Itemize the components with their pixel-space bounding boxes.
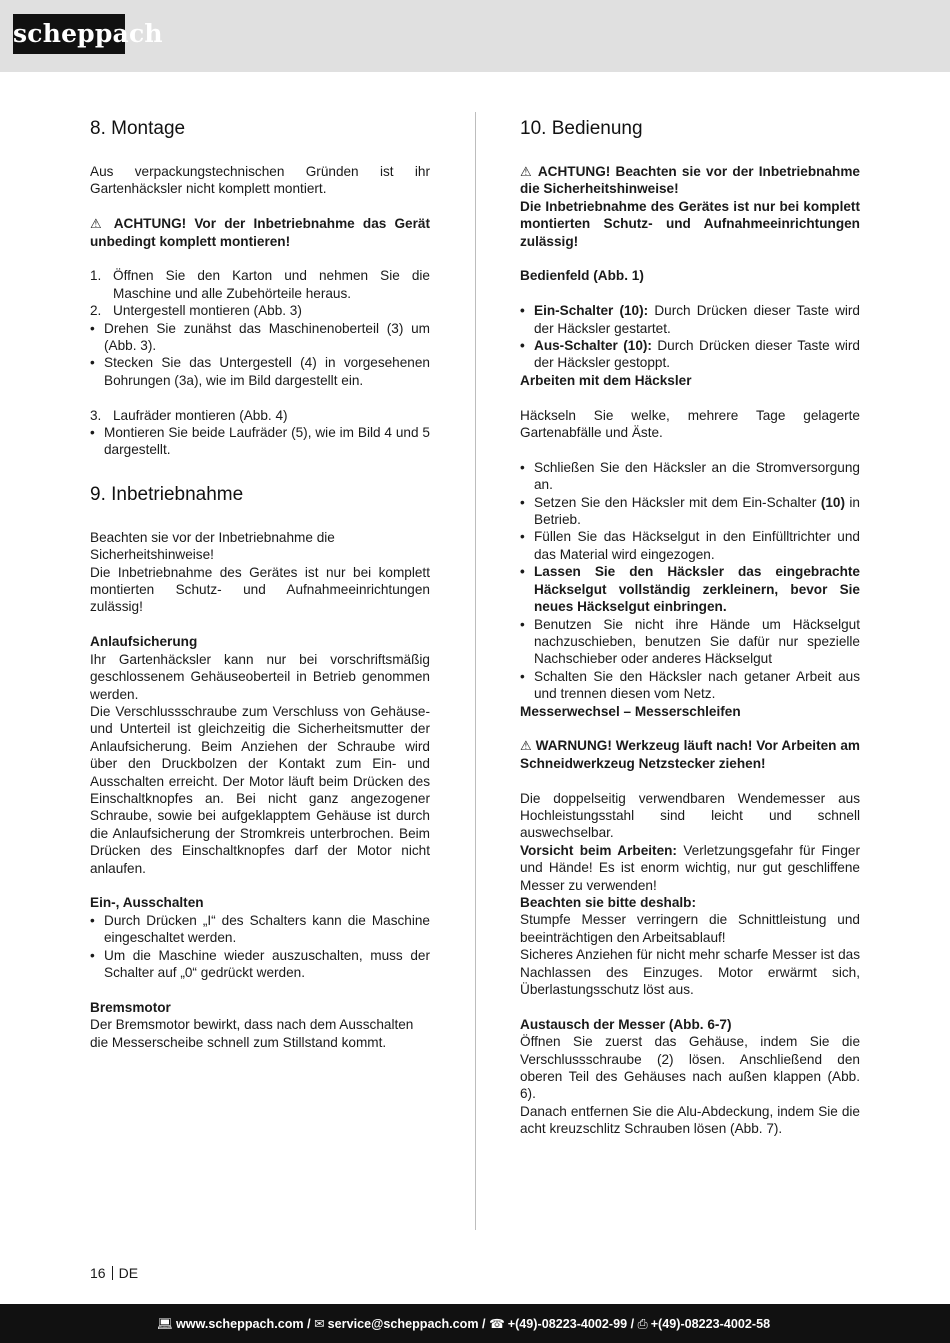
footer-phone: +(49)-08223-4002-99 /	[507, 1317, 635, 1331]
bullet-text: Schließen Sie den Häcksler an die Stromversorgung an.	[534, 459, 860, 493]
anlaufsicherung-text: Ihr Gartenhäcksler kann nur bei vorschriftsmäßig geschlossenem Gehäuseoberteil in Betrieb genommen werden.	[90, 651, 430, 702]
bremsmotor-text: Der Bremsmotor bewirkt, dass nach dem Ausschalten die Messerscheibe schnell zum Stillstand kommt.	[90, 1017, 414, 1050]
montage-warning	[90, 215, 430, 250]
list-item	[90, 302, 430, 319]
messer-heading: Messerwechsel – Messerschleifen	[520, 703, 741, 719]
phone-icon: ☎	[489, 1317, 505, 1331]
step-text: Laufräder montieren (Abb. 4)	[113, 407, 288, 423]
list-item: • Schalten Sie den Häcksler nach getaner Arbeit aus und trennen diesen vom Netz.	[520, 668, 860, 702]
messer-warning	[520, 737, 860, 772]
list-item: • Lassen Sie den Häcksler das eingebrachte Häckselgut vollständig zerkleinern, bevor Sie neues Häckselgut einbringen.	[520, 564, 860, 615]
bullet-text: Setzen Sie den Häcksler mit dem Ein-Schalter	[534, 494, 817, 510]
ein-schalter-label: Ein-Schalter (10):	[534, 303, 649, 319]
section-9-number: 9.	[90, 483, 106, 505]
aus-schalter-text: Durch Drücken dieser Taste wird der Häcksler gestoppt.	[534, 338, 860, 371]
messer-warning-text: WARNUNG! Werkzeug läuft nach! Vor Arbeiten am Schneidwerkzeug Netzstecker ziehen!	[520, 738, 860, 771]
list-item: • Aus-Schalter (10): Durch Drücken dieser Taste wird der Häcksler gestoppt.	[520, 338, 860, 371]
page-number	[90, 1265, 138, 1281]
messer-text: Die doppelseitig verwendbaren Wendemesser aus Hochleistungsstahl sind leicht und schnell auswechselbar.	[520, 790, 860, 841]
right-column	[520, 117, 860, 1155]
bullet-text: Benutzen Sie nicht ihre Hände um Häckselgut nachzuschieben, benutzen Sie dafür nur spezielle Nachschieber oder anderes Häckselgut	[534, 616, 860, 667]
aus-schalter-label: Aus-Schalter (10):	[534, 338, 652, 354]
section-10-heading	[520, 117, 860, 141]
list-item: • Drehen Sie zunähst das Maschinenoberteil (3) um (Abb. 3).	[90, 320, 430, 354]
arbeiten-heading: Arbeiten mit dem Häcksler	[520, 372, 692, 388]
section-9-heading	[90, 483, 430, 507]
section-9-title: Inbetriebnahme	[111, 483, 244, 505]
scheppach-logo: scheppach	[13, 14, 125, 54]
austausch-text: Danach entfernen Sie die Alu-Abdeckung, indem Sie die acht kreuzschlitz Schrauben lösen (Abb. 7).	[520, 1103, 860, 1137]
list-item: • Stecken Sie das Untergestell (4) in vorgesehenen Bohrungen (3a), wie im Bild dargestellt ein.	[90, 355, 430, 388]
footer-fax: +(49)-08223-4002-58	[650, 1317, 771, 1331]
header-band	[0, 0, 950, 72]
bullet-text: Lassen Sie den Häcksler das eingebrachte Häckselgut vollständig zerkleinern, bevor Sie neues Häckselgut einbringen.	[534, 564, 860, 615]
bullet-text: Stecken Sie das Untergestell (4) in vorgesehenen Bohrungen (3a), wie im Bild dargestellt ein.	[104, 355, 430, 388]
left-column	[90, 117, 430, 1068]
bedienung-warning	[520, 163, 860, 250]
step-number: 2.	[90, 303, 102, 319]
page-number-value: 16	[90, 1265, 106, 1281]
section-10-number: 10.	[520, 118, 547, 139]
austausch-block	[520, 1016, 860, 1138]
footer-bar	[0, 1304, 950, 1343]
bullet-text: Durch Drücken „I“ des Schalters kann die Maschine eingeschaltet werden.	[104, 912, 430, 946]
inbetriebnahme-intro	[90, 529, 430, 616]
montage-intro: Aus verpackungstechnischen Gründen ist ihr Gartenhäcksler nicht komplett montiert.	[90, 164, 430, 197]
warning-icon: ⚠	[520, 738, 532, 754]
step-text: Untergestell montieren (Abb. 3)	[113, 303, 302, 319]
beachten-label: Beachten sie bitte deshalb:	[520, 894, 697, 910]
bedienfeld-list	[520, 302, 860, 372]
arbeiten-list	[520, 459, 860, 703]
section-8-title: Montage	[111, 118, 186, 139]
list-item: • Durch Drücken „I“ des Schalters kann die Maschine eingeschaltet werden.	[90, 912, 430, 946]
page-separator	[112, 1266, 113, 1280]
warning-text: ACHTUNG! Beachten sie vor der Inbetriebnahme die Sicherheitshinweise!	[520, 164, 860, 197]
warning-icon: ⚠	[520, 164, 534, 179]
austausch-heading: Austausch der Messer (Abb. 6-7)	[520, 1016, 732, 1032]
bremsmotor-block	[90, 999, 430, 1051]
anlaufsicherung-text: Die Verschlussschraube zum Verschluss von Gehäuse- und Unterteil ist gleichzeitig die Sicherheitsmutter der Anlaufsicherung. Beim Anziehen der Schraube wird über den Druckbolzen der Kontakt zum Ein- und Ausschalten erreicht. Der Motor läuft beim Drücken des Einschaltknopfes an. Bei nicht ganz angezogener Schraube, sowie bei aufgeklapptem Gehäuse ist durch die Anlaufsicherung der Stromkreis unterbrochen. Beim Drücken des Einschaltknopfes darf der Motor nicht anlaufen.	[90, 703, 430, 876]
mail-icon: ✉	[314, 1317, 325, 1331]
bullet-text: Montieren Sie beide Laufräder (5), wie im Bild 4 und 5 dargestellt.	[104, 425, 430, 458]
austausch-text: Öffnen Sie zuerst das Gehäuse, indem Sie die Verschlussschraube (2) lösen. Anschließend den oberen Teil des Gehäuses nach außen klappen (Abb. 6).	[520, 1034, 860, 1102]
list-item: • Setzen Sie den Häcksler mit dem Ein-Schalter (10) in Betrieb.	[520, 494, 860, 528]
intro-text: Die Inbetriebnahme des Gerätes ist nur bei komplett montierten Schutz- und Aufnahmeeinrichtungen zulässig!	[90, 564, 430, 615]
list-item: • Benutzen Sie nicht ihre Hände um Häckselgut nachzuschieben, benutzen Sie dafür nur spezielle Nachschieber oder anderes Häckselgut	[520, 616, 860, 667]
section-8-heading	[90, 117, 430, 141]
list-item: • Um die Maschine wieder auszuschalten, muss der Schalter auf „0“ gedrückt werden.	[90, 947, 430, 980]
bullet-text: Drehen Sie zunähst das Maschinenoberteil (3) um (Abb. 3).	[104, 320, 430, 354]
bullet-text: in Betrieb.	[534, 494, 860, 528]
anlaufsicherung-heading: Anlaufsicherung	[90, 634, 198, 650]
step-number: 3.	[90, 407, 102, 423]
footer-contact	[157, 1316, 770, 1332]
anlaufsicherung-block	[90, 633, 430, 877]
vorsicht-label: Vorsicht beim Arbeiten:	[520, 842, 677, 858]
bullet-text: Um die Maschine wieder auszuschalten, muss der Schalter auf „0“ gedrückt werden.	[104, 947, 430, 980]
step-text: Öffnen Sie den Karton und nehmen Sie die Maschine und alle Zubehörteile heraus.	[113, 268, 430, 301]
beachten-text: Stumpfe Messer verringern die Schnittleistung und beeinträchtigen den Arbeitsablauf!	[520, 912, 860, 945]
beachten-text: Sicheres Anziehen für nicht mehr scharfe Messer ist das Nachlassen des Einzuges. Motor erwärmt sich, Überlastungsschutz löst aus.	[520, 947, 860, 997]
schalten-block	[90, 894, 430, 981]
step-number: 1.	[90, 268, 102, 284]
montage-step-2	[90, 302, 430, 389]
intro-text: Beachten sie vor der Inbetriebnahme die Sicherheitshinweise!	[90, 529, 335, 563]
bedienfeld-heading: Bedienfeld (Abb. 1)	[520, 268, 644, 284]
list-item	[90, 267, 430, 302]
montage-warning-text: ACHTUNG! Vor der Inbetriebnahme das Gerät unbedingt komplett montieren!	[90, 216, 430, 249]
section-10-title: Bedienung	[551, 118, 643, 139]
montage-step-3	[90, 407, 430, 459]
list-item: • Ein-Schalter (10): Durch Drücken dieser Taste wird der Häcksler gestartet.	[520, 303, 860, 336]
bremsmotor-heading: Bremsmotor	[90, 999, 171, 1015]
column-divider	[475, 112, 476, 1230]
bullet-text: Schalten Sie den Häcksler nach getaner Arbeit aus und trennen diesen vom Netz.	[534, 668, 860, 702]
list-item: • Montieren Sie beide Laufräder (5), wie im Bild 4 und 5 dargestellt.	[90, 425, 430, 458]
vorsicht-text: Verletzungsgefahr für Finger und Hände! Es ist enorm wichtig, nur gut geschliffene Messer zu verwenden!	[520, 842, 860, 893]
arbeiten-text: Häckseln Sie welke, mehrere Tage gelagerte Gartenabfälle und Äste.	[520, 407, 860, 441]
messer-block	[520, 790, 860, 999]
schalten-heading: Ein-, Ausschalten	[90, 895, 204, 911]
fax-icon: ⎙	[637, 1317, 648, 1331]
bullet-bold: (10)	[820, 494, 846, 510]
montage-step-1	[90, 267, 430, 302]
list-item	[90, 407, 430, 424]
ein-schalter-text: Durch Drücken dieser Taste wird der Häcksler gestartet.	[534, 303, 860, 336]
footer-mail[interactable]: service@scheppach.com /	[327, 1317, 486, 1331]
footer-web[interactable]: www.scheppach.com /	[176, 1317, 311, 1331]
warning-icon: ⚠	[90, 216, 107, 232]
computer-icon: 💻︎	[157, 1317, 173, 1331]
page-language: DE	[118, 1265, 139, 1281]
list-item: • Füllen Sie das Häckselgut in den Einfülltrichter und das Material wird eingezogen.	[520, 529, 860, 562]
list-item: • Schließen Sie den Häcksler an die Stromversorgung an.	[520, 459, 860, 493]
section-8-number: 8.	[90, 118, 106, 139]
warning-text: Die Inbetriebnahme des Gerätes ist nur bei komplett montierten Schutz- und Aufnahmeeinrichtungen zulässig!	[520, 198, 860, 249]
bullet-text: Füllen Sie das Häckselgut in den Einfülltrichter und das Material wird eingezogen.	[534, 529, 860, 562]
